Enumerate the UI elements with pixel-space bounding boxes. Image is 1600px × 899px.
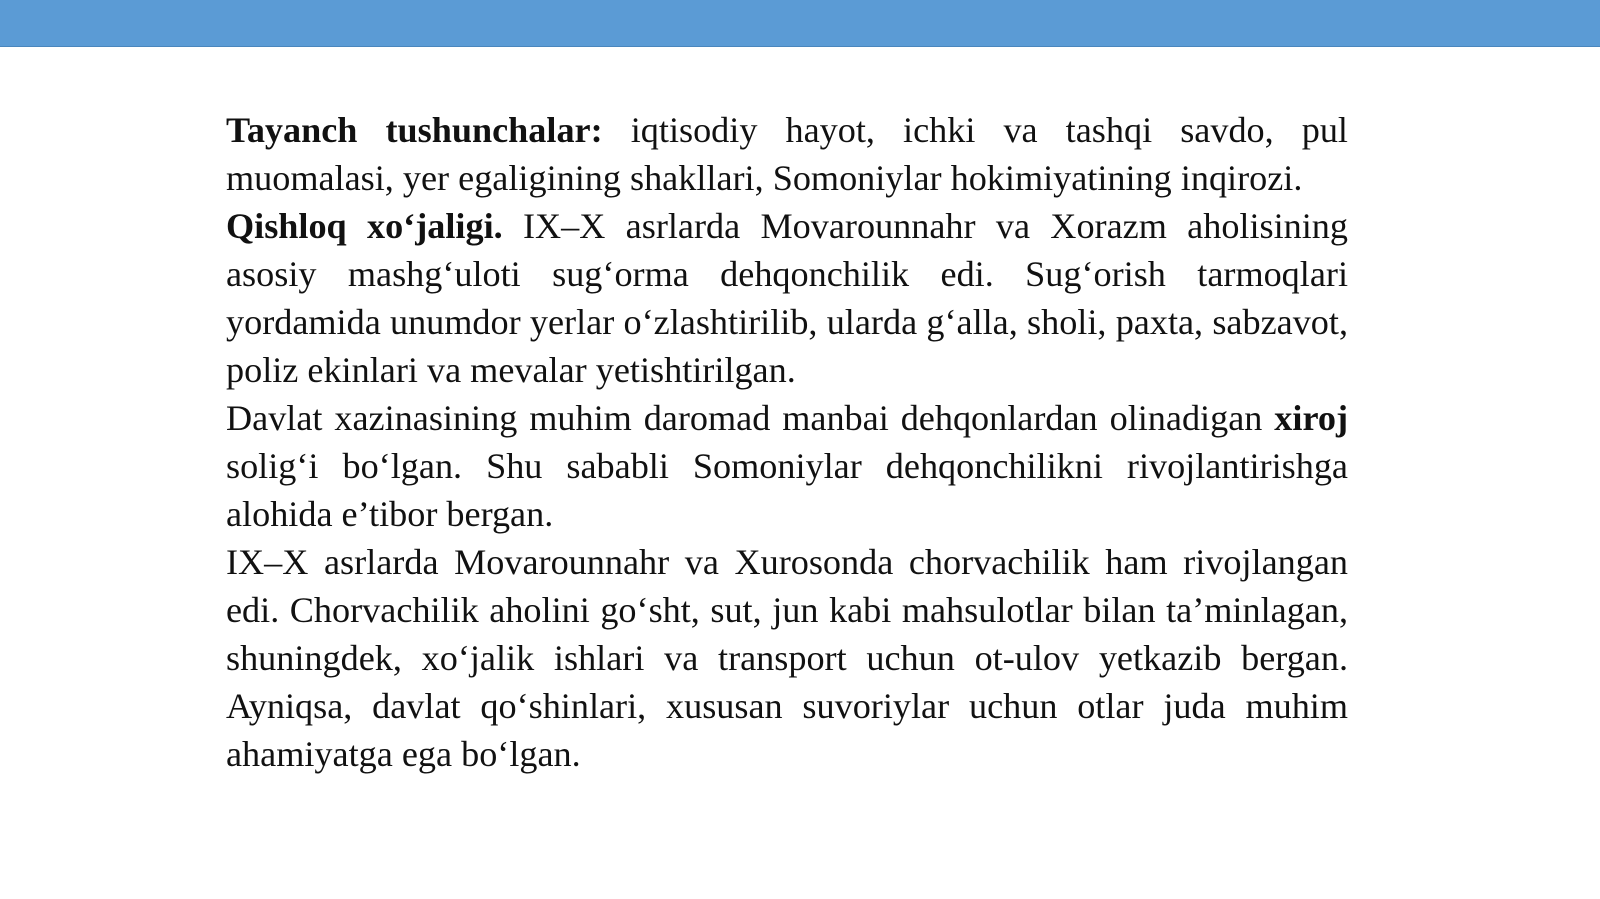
xiroj-term: xiroj bbox=[1274, 398, 1348, 438]
paragraph-key-concepts bbox=[226, 106, 1348, 202]
treasury-text-after: solig‘i bo‘lgan. Shu sababli Somoniylar dehqonchilikni rivojlantirishga alohida e’tibor bergan. bbox=[226, 446, 1348, 534]
agriculture-text: IX–X asrlarda Movarounnahr va Xorazm aholisining asosiy mashg‘uloti sug‘orma dehqonchilik edi. Sug‘orish tarmoqlari yordamida unumdor yerlar o‘zlashtirilib, ularda g‘alla, sholi, paxta, sabzavot, poliz ekinlari va mevalar yetishtirilgan. bbox=[226, 206, 1348, 390]
paragraph-agriculture bbox=[226, 202, 1348, 394]
paragraph-livestock bbox=[226, 538, 1348, 778]
slide-header-bar bbox=[0, 0, 1600, 47]
key-concepts-text: iqtisodiy hayot, ichki va tashqi savdo, pul muomalasi, yer egaligining shakllari, Somoniylar hokimiyatining inqirozi. bbox=[226, 110, 1348, 198]
treasury-text-before: Davlat xazinasining muhim daromad manbai dehqonlardan olinadigan bbox=[226, 398, 1275, 438]
paragraph-treasury bbox=[226, 394, 1348, 538]
slide-text-body bbox=[226, 106, 1348, 778]
key-concepts-heading: Tayanch tushunchalar: bbox=[226, 110, 603, 150]
livestock-text: IX–X asrlarda Movarounnahr va Xurosonda chorvachilik ham rivojlangan edi. Chorvachilik aholini go‘sht, sut, jun kabi mahsulotlar bilan ta’minlagan, shuningdek, xo‘jalik ishlari va transport uchun ot-ulov yetkazib bergan. Ayniqsa, davlat qo‘shinlari, xususan suvoriylar uchun otlar juda muhim ahamiyatga ega bo‘lgan. bbox=[226, 542, 1348, 774]
agriculture-heading: Qishloq xo‘jaligi. bbox=[226, 206, 503, 246]
